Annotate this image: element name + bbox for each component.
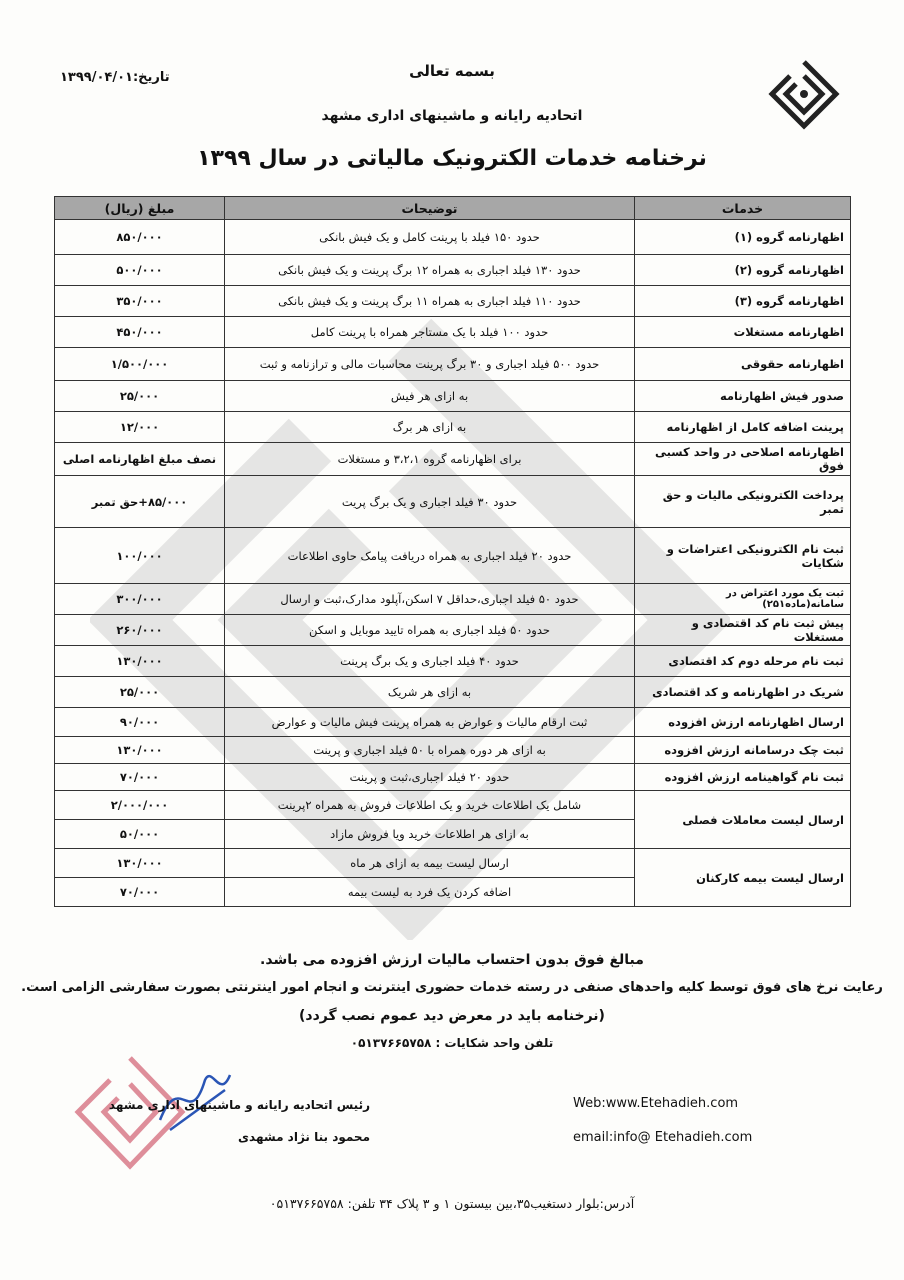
service-cell: پیش ثبت نام کد اقتصادی و مستغلات xyxy=(635,615,851,646)
description-cell: حدود ۲۰ فیلد اجباری،ثبت و پرینت xyxy=(225,764,635,791)
description-cell: اضافه کردن یک فرد به لیست بیمه xyxy=(225,878,635,907)
amount-cell: ۱۰۰/۰۰۰ xyxy=(55,528,225,584)
table-row xyxy=(55,615,851,646)
amount-cell: ۲۶۰/۰۰۰ xyxy=(55,615,225,646)
signatory-name: محمود بنا نژاد مشهدی xyxy=(238,1130,370,1144)
amount-cell: ۹۰/۰۰۰ xyxy=(55,708,225,737)
description-cell: حدود ۵۰۰ فیلد اجباری و ۳۰ برگ پرینت محاسبات مالی و ترازنامه و ثبت xyxy=(225,348,635,381)
union-logo-icon xyxy=(768,58,840,130)
table-row xyxy=(55,528,851,584)
header-description: توضیحات xyxy=(225,197,635,220)
amount-cell: ۸۵۰/۰۰۰ xyxy=(55,220,225,255)
table-row xyxy=(55,381,851,412)
amount-cell: ۲۵/۰۰۰ xyxy=(55,677,225,708)
service-cell: ثبت نام گواهینامه ارزش افزوده xyxy=(635,764,851,791)
table-row xyxy=(55,677,851,708)
table-row xyxy=(55,476,851,528)
amount-cell: ۲/۰۰۰/۰۰۰ xyxy=(55,791,225,820)
description-cell: حدود ۱۰۰ فیلد با یک مستاجر همراه با پرینت کامل xyxy=(225,317,635,348)
description-cell: به ازای هر شریک xyxy=(225,677,635,708)
description-cell: به ازای هر دوره همراه با ۵۰ فیلد اجباری و پرینت xyxy=(225,737,635,764)
table-row xyxy=(55,412,851,443)
service-cell: ثبت یک مورد اعتراض در سامانه(ماده۲۵۱) xyxy=(635,584,851,615)
table-row xyxy=(55,584,851,615)
service-cell: پرداخت الکترونیکی مالیات و حق تمبر xyxy=(635,476,851,528)
service-cell: ثبت چک درسامانه ارزش افزوده xyxy=(635,737,851,764)
service-cell-insurance: ارسال لیست بیمه کارکنان xyxy=(635,849,851,907)
service-cell: ارسال اظهارنامه ارزش افزوده xyxy=(635,708,851,737)
table-row xyxy=(55,646,851,677)
amount-cell: ۸۵/۰۰۰+حق تمبر xyxy=(55,476,225,528)
description-cell: به ازای هر اطلاعات خرید ویا فروش مازاد xyxy=(225,820,635,849)
service-cell: ثبت نام الکترونیکی اعتراضات و شکایات xyxy=(635,528,851,584)
service-cell: اظهارنامه مستغلات xyxy=(635,317,851,348)
table-header-row xyxy=(55,197,851,220)
description-cell: حدود ۵۰ فیلد اجباری به همراه تایید موبایل و اسکن xyxy=(225,615,635,646)
service-cell-seasonal: ارسال لیست معاملات فصلی xyxy=(635,791,851,849)
service-cell: شریک در اظهارنامه و کد اقتصادی xyxy=(635,677,851,708)
page-title: نرخنامه خدمات الکترونیک مالیاتی در سال ۱۳۹۹ xyxy=(197,146,707,171)
description-cell: حدود ۳۰ فیلد اجباری و یک برگ پریت xyxy=(225,476,635,528)
table-row xyxy=(55,317,851,348)
table-row xyxy=(55,764,851,791)
description-cell: حدود ۱۵۰ فیلد با پرینت کامل و یک فیش بانکی xyxy=(225,220,635,255)
table-row xyxy=(55,255,851,286)
description-cell: به ازای هر فیش xyxy=(225,381,635,412)
amount-cell: ۱۳۰/۰۰۰ xyxy=(55,737,225,764)
description-cell: حدود ۱۳۰ فیلد اجباری به همراه ۱۲ برگ پرینت و یک فیش بانکی xyxy=(225,255,635,286)
amount-cell: ۱/۵۰۰/۰۰۰ xyxy=(55,348,225,381)
signatory-title: رئیس اتحادیه رایانه و ماشینهای اداری مشهد xyxy=(108,1098,370,1112)
description-cell: شامل یک اطلاعات خرید و یک اطلاعات فروش به همراه ۲پرینت xyxy=(225,791,635,820)
amount-cell: ۷۰/۰۰۰ xyxy=(55,878,225,907)
service-cell: ثبت نام مرحله دوم کد اقتصادی xyxy=(635,646,851,677)
amount-cell: ۴۵۰/۰۰۰ xyxy=(55,317,225,348)
table-row xyxy=(55,443,851,476)
description-cell: حدود ۱۱۰ فیلد اجباری به همراه ۱۱ برگ پرینت و یک فیش بانکی xyxy=(225,286,635,317)
vat-note: مبالغ فوق بدون احتساب مالیات ارزش افزوده می باشد. xyxy=(260,952,644,968)
service-cell: اظهارنامه گروه (۲) xyxy=(635,255,851,286)
amount-cell: نصف مبلغ اظهارنامه اصلی xyxy=(55,443,225,476)
table-row xyxy=(55,849,851,878)
description-cell: حدود ۴۰ فیلد اجباری و یک برگ پرینت xyxy=(225,646,635,677)
service-cell: پرینت اضافه کامل از اظهارنامه xyxy=(635,412,851,443)
table-row xyxy=(55,220,851,255)
header-amount: مبلغ (ریال) xyxy=(55,197,225,220)
service-cell: اظهارنامه اصلاحی در واحد کسبی فوق xyxy=(635,443,851,476)
table-row xyxy=(55,708,851,737)
description-cell: ثبت ارقام مالیات و عوارض به همراه پرینت فیش مالیات و عوارض xyxy=(225,708,635,737)
description-cell: ارسال لیست بیمه به ازای هر ماه xyxy=(225,849,635,878)
table-row xyxy=(55,348,851,381)
service-cell: اظهارنامه حقوقی xyxy=(635,348,851,381)
document-date: تاریخ:۱۳۹۹/۰۴/۰۱ xyxy=(60,70,170,85)
table-row xyxy=(55,791,851,820)
table-row xyxy=(55,286,851,317)
union-name: اتحادیه رایانه و ماشینهای اداری مشهد xyxy=(321,108,583,124)
amount-cell: ۲۵/۰۰۰ xyxy=(55,381,225,412)
service-cell: صدور فیش اظهارنامه xyxy=(635,381,851,412)
display-note: (نرخنامه باید در معرض دید عموم نصب گردد) xyxy=(299,1008,605,1024)
website-link[interactable]: Web:www.Etehadieh.com xyxy=(573,1096,739,1111)
service-cell: اظهارنامه گروه (۳) xyxy=(635,286,851,317)
description-cell: به ازای هر برگ xyxy=(225,412,635,443)
amount-cell: ۳۰۰/۰۰۰ xyxy=(55,584,225,615)
amount-cell: ۵۰/۰۰۰ xyxy=(55,820,225,849)
description-cell: حدود ۲۰ فیلد اجباری به همراه دریافت پیامک حاوی اطلاعات xyxy=(225,528,635,584)
amount-cell: ۵۰۰/۰۰۰ xyxy=(55,255,225,286)
amount-cell: ۱۳۰/۰۰۰ xyxy=(55,646,225,677)
complaints-phone: تلفن واحد شکایات : ۰۵۱۳۷۶۶۵۷۵۸ xyxy=(350,1036,554,1050)
bismillah-heading: بسمه تعالی xyxy=(409,62,495,80)
description-cell: برای اظهارنامه گروه ۳،۲،۱ و مستغلات xyxy=(225,443,635,476)
amount-cell: ۱۳۰/۰۰۰ xyxy=(55,849,225,878)
amount-cell: ۷۰/۰۰۰ xyxy=(55,764,225,791)
header-service: خدمات xyxy=(635,197,851,220)
amount-cell: ۱۲/۰۰۰ xyxy=(55,412,225,443)
description-cell: حدود ۵۰ فیلد اجباری،حداقل ۷ اسکن،آپلود مدارک،ثبت و ارسال xyxy=(225,584,635,615)
email-link[interactable]: email:info@ Etehadieh.com xyxy=(573,1130,753,1145)
service-cell: اظهارنامه گروه (۱) xyxy=(635,220,851,255)
rates-table xyxy=(54,196,851,907)
amount-cell: ۳۵۰/۰۰۰ xyxy=(55,286,225,317)
table-row xyxy=(55,737,851,764)
address-line: آدرس:بلوار دستغیب۳۵،بین بیستون ۱ و ۳ پلاک ۳۴ تلفن: ۰۵۱۳۷۶۶۵۷۵۸ xyxy=(269,1196,635,1211)
compliance-note: رعایت نرخ های فوق توسط کلیه واحدهای صنفی در رسته خدمات حضوری اینترنت و انجام امور اینترنتی بصورت سفارشی الزامی است. xyxy=(21,980,883,995)
